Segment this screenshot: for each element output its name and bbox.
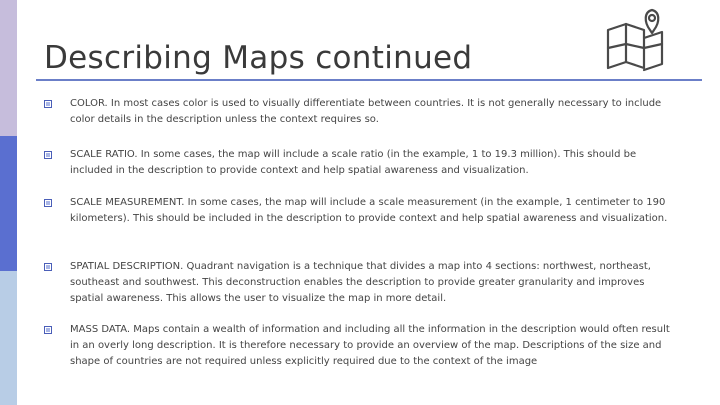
bullet-icon <box>44 151 52 159</box>
sidebar-segment-bottom <box>0 271 17 405</box>
map-pin-icon <box>604 8 670 74</box>
item-text: COLOR. In most cases color is used to visually differentiate between countries. It is not generally necessary to include color details in the description unless the context requires so. <box>70 98 662 125</box>
item-text: SPATIAL DESCRIPTION. Quadrant navigation is a technique that divides a map into 4 sections: northwest, northeast, southeast and southwest. This deconstruction enables the description to provide greater granularity and improves spatial awareness. This allows the user to visualize the map in more detail. <box>70 261 651 304</box>
title-divider <box>36 79 702 81</box>
bullet-icon <box>44 199 52 207</box>
sidebar-accent <box>0 0 17 405</box>
sidebar-segment-top <box>0 0 17 136</box>
item-text: SCALE MEASUREMENT. In some cases, the map will include a scale measurement (in the example, 1 centimeter to 190 kilometers). This should be included in the description to provide context and help spatial awareness and visualization. <box>70 197 668 224</box>
sidebar-segment-middle <box>0 136 17 271</box>
bullet-icon <box>44 263 52 271</box>
bullet-icon <box>44 326 52 334</box>
item-text: MASS DATA. Maps contain a wealth of information and including all the information in the description would often result in an overly long description. It is therefore necessary to provide an overview of the map. Descriptions of the size and shape of countries are not required unless explicitly required due to the context of the image <box>70 324 670 367</box>
bullet-icon <box>44 100 52 108</box>
slide-title: Describing Maps continued <box>44 40 473 76</box>
item-text: SCALE RATIO. In some cases, the map will include a scale ratio (in the example, 1 to 19.3 million). This should be included in the description to provide context and help spatial awareness and visualization. <box>70 149 637 176</box>
